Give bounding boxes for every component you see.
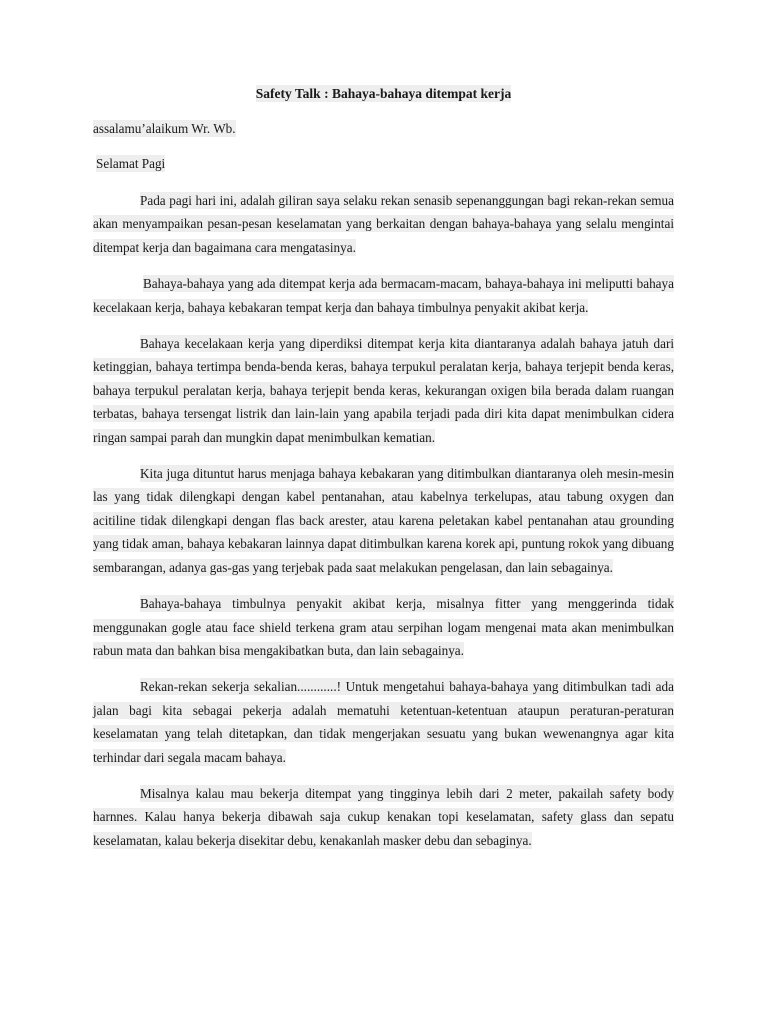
greeting-text: assalamu’alaikum Wr. Wb. <box>93 121 236 136</box>
paragraph-ppe-examples <box>93 782 674 852</box>
paragraph-accident-hazards <box>93 332 674 449</box>
paragraph-text: Bahaya-bahaya timbulnya penyakit akibat kerja, misalnya fitter yang menggerinda tidak menggunakan gogle atau face shield terkena gram atau serpihan logam mengenai mata akan menimbulkan rabun mata dan bahkan bisa mengakibatkan buta, dan lain sebagainya. <box>93 596 674 658</box>
greeting <box>93 119 674 139</box>
paragraph-text: Pada pagi hari ini, adalah giliran saya selaku rekan senasib sepenanggungan bagi rekan-rekan semua akan menyampaikan pesan-pesan keselamatan yang berkaitan dengan bahaya-bahaya yang selalu mengintai ditempat kerja dan bagaimana cara mengatasinya. <box>93 193 674 255</box>
paragraph-text: Rekan-rekan sekerja sekalian............! Untuk mengetahui bahaya-bahaya yang ditimbulkan tadi ada jalan bagi kita sebagai pekerja adalah mematuhi ketentuan-ketentuan ataupun peraturan-peraturan keselamatan yang telah ditetapkan, dan tidak mengerjakan sesuatu yang bukan wewenangnya agar kita terhindar dari segala macam bahaya. <box>93 679 674 765</box>
paragraph-opening <box>93 189 674 259</box>
paragraph-fire-hazards <box>93 462 674 579</box>
paragraph-types-of-hazards <box>93 272 674 319</box>
paragraph-compliance <box>93 675 674 769</box>
salutation-text: Selamat Pagi <box>96 156 166 171</box>
paragraph-text: Kita juga dituntut harus menjaga bahaya kebakaran yang ditimbulkan diantaranya oleh mesin-mesin las yang tidak dilengkapi dengan kabel pentanahan, atau kabelnya terkelupas, atau tabung oxygen dan acitiline tidak dilengkapi dengan flas back arester, atau karena peletakan kabel pentanahan atau grounding yang tidak aman, bahaya kebakaran lainnya dapat ditimbulkan karena korek api, puntung rokok yang dibuang sembarangan, adanya gas-gas yang terjebak pada saat melakukan pengelasan, dan lain sebagainya. <box>93 466 674 575</box>
salutation <box>93 154 674 174</box>
document-title-text: Safety Talk : Bahaya-bahaya ditempat kerja <box>255 86 512 101</box>
paragraph-text: Bahaya kecelakaan kerja yang diperdiksi ditempat kerja kita diantaranya adalah bahaya jatuh dari ketinggian, bahaya tertimpa benda-benda keras, bahaya terpukul peralatan kerja, bahaya terjepit benda keras, bahaya terpukul peralatan kerja, bahaya terjepit benda keras, kekurangan oxigen bila berada dalam ruangan terbatas, bahaya tersengat listrik dan lain-lain yang apabila terjadi pada diri kita dapat menimbulkan cidera ringan sampai parah dan mungkin dapat menimbulkan kematian. <box>93 336 674 445</box>
paragraph-text: Bahaya-bahaya yang ada ditempat kerja ada bermacam-macam, bahaya-bahaya ini meliputti bahaya kecelakaan kerja, bahaya kebakaran tempat kerja dan bahaya timbulnya penyakit akibat kerja. <box>93 276 674 315</box>
document-title <box>93 86 674 102</box>
document-page <box>93 86 674 865</box>
paragraph-occupational-disease <box>93 592 674 662</box>
paragraph-text: Misalnya kalau mau bekerja ditempat yang tingginya lebih dari 2 meter, pakailah safety body harnnes. Kalau hanya bekerja dibawah saja cukup kenakan topi keselamatan, safety glass dan sepatu keselamatan, kalau bekerja disekitar debu, kenakanlah masker debu dan sebaginya. <box>93 785 674 848</box>
